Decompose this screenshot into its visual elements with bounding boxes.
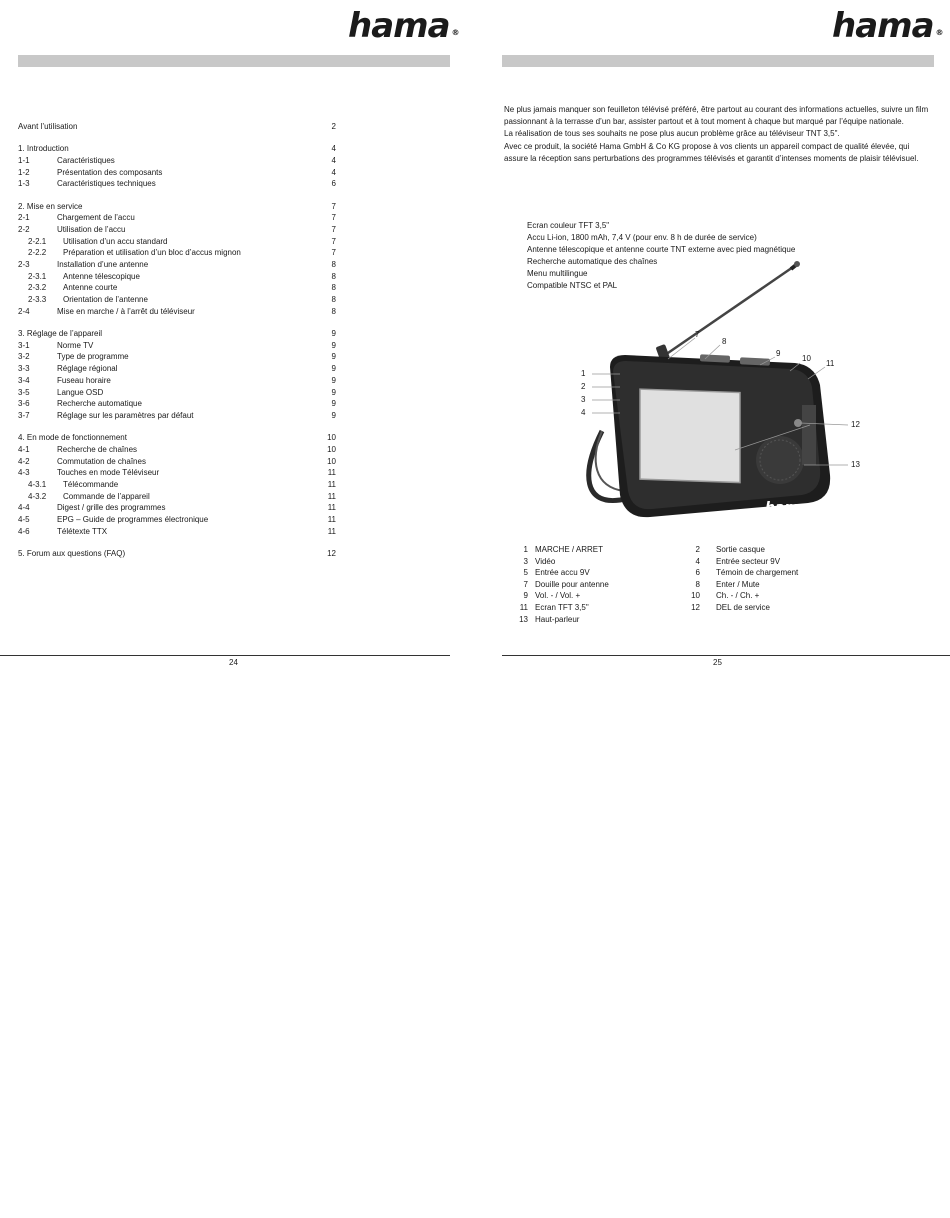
toc-entry	[18, 282, 336, 294]
toc-entry	[18, 224, 336, 236]
toc-entry-title: Commutation de chaînes	[57, 456, 146, 466]
toc-entry-title: Présentation des composants	[57, 167, 163, 177]
toc-page-number: 9	[331, 387, 336, 397]
toc-page-number: 7	[331, 201, 336, 211]
toc-page-number: 8	[331, 283, 336, 293]
toc-page-number: 4	[331, 144, 336, 154]
toc-entry	[18, 398, 336, 410]
toc-entry-title: Utilisation de l’accu	[57, 225, 126, 234]
callout-number: 3	[581, 395, 586, 404]
toc-entry	[18, 178, 336, 190]
feature-item: Antenne télescopique et antenne courte TNT externe avec pied magnétique	[527, 245, 796, 255]
hama-logo: hama ®	[348, 6, 459, 46]
footer-rule	[0, 655, 450, 656]
intro-text	[504, 104, 934, 165]
toc-entry-title: Norme TV	[57, 340, 94, 350]
toc-entry	[18, 444, 336, 456]
toc-page-number: 8	[331, 306, 336, 316]
screen	[640, 389, 740, 482]
toc-page-number: 8	[331, 260, 336, 270]
toc-entry-title: Digest / grille des programmes	[57, 503, 166, 513]
toc-entry-title: Type de programme	[57, 352, 129, 362]
callout-number: 2	[581, 382, 586, 391]
toc-page-number: 4	[331, 167, 336, 177]
toc-section	[18, 328, 336, 340]
toc-entry-title: Antenne télescopique	[63, 271, 140, 281]
callout-number: 13	[851, 460, 860, 469]
toc-entry-number: 4-2	[18, 456, 30, 466]
toc-page-number: 9	[331, 410, 336, 420]
toc-page-number: 8	[331, 271, 336, 281]
toc-section	[18, 548, 336, 560]
toc-entry-title: Caractéristiques	[57, 155, 115, 165]
toc-entry-number: 3-2	[18, 352, 30, 362]
toc-entry-number: 4-5	[18, 515, 30, 524]
toc-entry-title: Antenne courte	[63, 283, 118, 293]
toc-entry-title: Recherche automatique	[57, 399, 142, 409]
toc-page-number: 9	[331, 340, 336, 350]
toc-entry-number: 4-3	[18, 468, 30, 478]
speaker-grille	[756, 436, 804, 484]
toc-section-title: 3. Réglage de l’appareil	[18, 329, 103, 339]
toc-entry-title: Caractéristiques techniques	[57, 179, 156, 189]
toc-entry	[18, 340, 336, 352]
toc-page-number: 11	[327, 491, 336, 501]
toc-page-number: 9	[331, 352, 336, 362]
toc-entry-number: 2-2	[18, 225, 30, 234]
toc-entry-title: Orientation de l’antenne	[63, 295, 148, 305]
feature-item: Accu Li-ion, 1800 mAh, 7,4 V (pour env. 8 h de durée de service)	[527, 233, 757, 243]
toc-page-number: 11	[327, 526, 336, 536]
toc-page-number: 12	[327, 548, 336, 558]
toc-page-number: 2	[331, 122, 336, 131]
toc-page-number: 9	[331, 399, 336, 409]
left-page	[0, 0, 475, 670]
toc-entry-title: Télécommande	[63, 479, 119, 489]
toc-page-number: 11	[327, 503, 336, 513]
toc-entry-number: 3-5	[18, 387, 30, 397]
toc-entry	[18, 212, 336, 224]
page-number: 25	[713, 658, 722, 667]
intro-paragraph: Avec ce produit, la société Hama GmbH & Co KG propose à vos clients un appareil compact de qualité élevée, qui assure la réception sans perturbations des programmes télévisés et garantit d’intenses moments de plaisir télévisuel.	[504, 141, 919, 163]
toc-entry-number: 1-1	[18, 155, 30, 165]
toc-entry-number: 2-3.3	[28, 295, 47, 305]
toc-entry	[18, 375, 336, 387]
toc-page-number: 7	[331, 236, 336, 246]
toc-entry	[18, 236, 336, 248]
header-bar	[502, 55, 934, 67]
toc-entry	[18, 363, 336, 375]
toc-section	[18, 121, 336, 133]
device-logo: hama	[765, 500, 809, 516]
toc-page-number: 11	[327, 479, 336, 489]
toc-entry-title: Touches en mode Téléviseur	[57, 468, 160, 478]
toc-entry-title: Installation d’une antenne	[57, 260, 149, 270]
toc-entry-title: EPG – Guide de programmes électronique	[57, 515, 209, 524]
right-page: hama ® Ne plus jamais manquer son feuilleton télévisé préféré, être partout au courant des informations actuelles, suivre un film passionnant à la terrasse d’un bar, assister partout et à tout moment à chaque but marqué par l’équipe nationale. La réalisation de tous ses souhaits ne pose plus aucun problème grâce au téléviseur TNT 3,5". Avec ce produit, la société Hama GmbH & Co KG propose à vos clients un appareil compact de qualité élevée, qui assure la réception sans perturbations des programmes télévisés et garantit d’intenses moments de plaisir télévisuel. Ecran couleur TFT 3,5" Accu Li-ion, 1800 mAh, 7,4 V (pour env. 8 h de durée de service) Antenne télescopique et antenne courte TNT externe avec pied magnétique Recherche automatique des chaînes Menu multilingue Compatible NTSC et PAL hama 1 2 3 4 7 8 9 10 11 12 13 1 MARCHE / ARRET 2 Sortie casque 3 Vidéo 4 Entrée secteur 9V 5 Entrée accu 9V 6 Témoin de chargement 7 Douille pour antenne 8 Enter / Mute 9 Vol. - / Vol. + 10 Ch. - / Ch. + 11 Ecran TFT 3,5" 12 DEL de service 13 Haut-parleur 25	[480, 0, 950, 670]
toc-entry-title: Recherche de chaînes	[57, 444, 138, 454]
toc-entry-number: 2-3.2	[28, 283, 47, 293]
footer-rule	[502, 655, 950, 656]
tv-device-illustration	[580, 255, 880, 535]
toc-entry-number: 2-4	[18, 306, 30, 316]
toc-section-title: 4. En mode de fonctionnement	[18, 433, 127, 443]
toc-entry-number: 4-3.2	[28, 491, 47, 501]
callout-number: 1	[581, 369, 586, 378]
toc-entry	[18, 387, 336, 399]
feature-item: Recherche automatique des chaînes	[527, 257, 658, 267]
antenna-icon	[665, 265, 796, 355]
toc-page-number: 7	[331, 248, 336, 258]
toc-page-number: 10	[327, 444, 336, 454]
toc-entry-number: 2-2.2	[28, 248, 47, 258]
toc-entry-number: 2-3	[18, 260, 30, 270]
toc-entry	[18, 479, 336, 491]
toc-page-number: 11	[327, 468, 336, 478]
feature-item: Menu multilingue	[527, 269, 588, 279]
toc-entry-number: 4-1	[18, 444, 30, 454]
feature-item: Ecran couleur TFT 3,5"	[527, 221, 610, 230]
toc-entry	[18, 410, 336, 422]
toc-entry-number: 3-4	[18, 375, 30, 385]
toc-entry	[18, 294, 336, 306]
toc-page-number: 11	[327, 515, 336, 524]
toc-entry	[18, 271, 336, 283]
toc-page-number: 8	[331, 295, 336, 305]
toc-entry-number: 3-3	[18, 364, 30, 374]
toc-page-number: 10	[327, 433, 336, 443]
toc-section	[18, 432, 336, 444]
toc-section-title: Avant l’utilisation	[18, 122, 78, 131]
toc-entry	[18, 526, 336, 538]
toc-entry-title: Utilisation d’un accu standard	[63, 236, 168, 246]
toc-page-number: 7	[331, 213, 336, 223]
toc-entry-number: 2-3.1	[28, 271, 47, 281]
toc-page-number: 9	[331, 329, 336, 339]
toc-entry	[18, 155, 336, 167]
toc-entry	[18, 167, 336, 179]
toc-page-number: 9	[331, 375, 336, 385]
toc-page-number: 9	[331, 364, 336, 374]
toc-entry-number: 1-2	[18, 167, 30, 177]
toc-section-title: 5. Forum aux questions (FAQ)	[18, 548, 126, 558]
callout-number: 9	[776, 349, 781, 358]
toc-entry	[18, 247, 336, 259]
toc-entry-number: 2-2.1	[28, 236, 47, 246]
toc-entry-title: Fuseau horaire	[57, 375, 111, 385]
toc-section-title: 1. Introduction	[18, 144, 69, 154]
toc-entry	[18, 456, 336, 468]
callout-number: 4	[581, 408, 586, 417]
hama-logo: hama ®	[832, 6, 943, 46]
toc-entry-number: 1-3	[18, 179, 30, 189]
page-number: 24	[229, 658, 238, 667]
feature-item: Compatible NTSC et PAL	[527, 281, 618, 291]
table-of-contents	[18, 121, 336, 560]
toc-entry-number: 3-1	[18, 340, 30, 350]
toc-page-number: 7	[331, 225, 336, 234]
toc-entry-number: 4-3.1	[28, 479, 47, 489]
toc-entry	[18, 514, 336, 526]
callout-number: 7	[695, 330, 700, 339]
toc-entry	[18, 306, 336, 318]
callout-number: 10	[802, 354, 811, 363]
toc-entry	[18, 502, 336, 514]
toc-section-title: 2. Mise en service	[18, 201, 83, 211]
toc-entry-title: Commande de l’appareil	[63, 491, 150, 501]
toc-entry-number: 3-7	[18, 410, 30, 420]
header-bar	[18, 55, 450, 67]
toc-entry-title: Chargement de l’accu	[57, 213, 135, 223]
toc-entry-title: Préparation et utilisation d’un bloc d’accus mignon	[63, 248, 241, 258]
toc-section	[18, 143, 336, 155]
callout-number: 11	[826, 359, 835, 368]
callout-number: 8	[722, 337, 727, 346]
intro-paragraph: La réalisation de tous ses souhaits ne pose plus aucun problème grâce au téléviseur TNT 3,5".	[504, 129, 840, 139]
toc-entry	[18, 467, 336, 479]
toc-entry-number: 3-6	[18, 399, 30, 409]
toc-page-number: 6	[331, 179, 336, 189]
toc-entry-title: Langue OSD	[57, 387, 104, 397]
toc-page-number: 10	[327, 456, 336, 466]
toc-entry-number: 4-4	[18, 503, 30, 513]
toc-entry-title: Mise en marche / à l’arrêt du téléviseur	[57, 306, 195, 316]
toc-entry	[18, 491, 336, 503]
toc-entry-title: Télétexte TTX	[57, 526, 108, 536]
toc-entry-title: Réglage régional	[57, 364, 118, 374]
toc-entry	[18, 351, 336, 363]
toc-page-number: 4	[331, 155, 336, 165]
toc-entry-number: 4-6	[18, 526, 30, 536]
callout-number: 12	[851, 420, 860, 429]
intro-paragraph: Ne plus jamais manquer son feuilleton télévisé préféré, être partout au courant des informations actuelles, suivre un film passionnant à la terrasse d’un bar, assister partout et à tout moment à chaque but marqué par l’équipe nationale.	[504, 105, 929, 127]
toc-entry-title: Réglage sur les paramètres par défaut	[57, 410, 194, 420]
toc-section	[18, 201, 336, 213]
toc-entry	[18, 259, 336, 271]
toc-entry-number: 2-1	[18, 213, 30, 223]
